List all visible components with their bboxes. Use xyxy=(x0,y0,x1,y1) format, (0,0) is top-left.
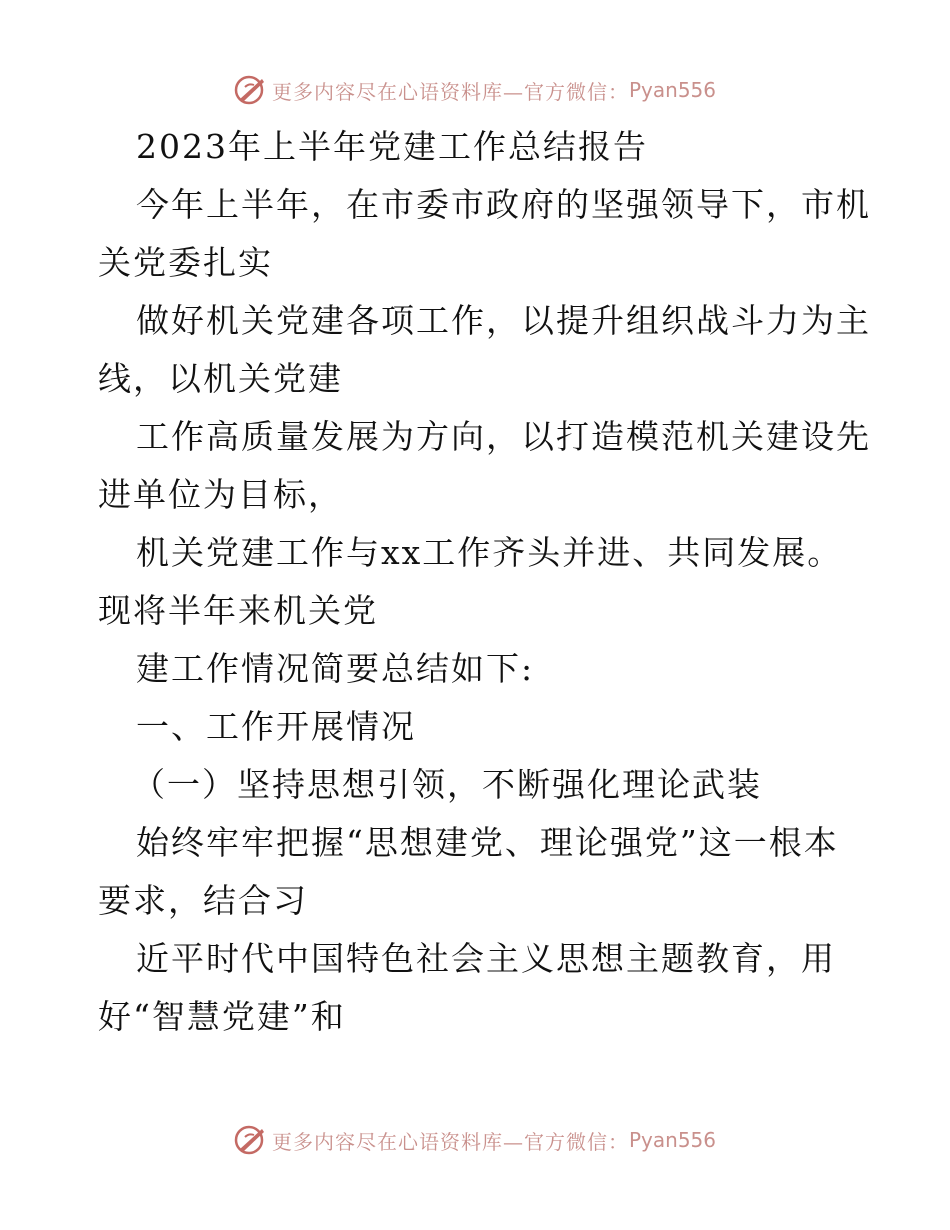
watermark-text: 更多内容尽在心语资料库—官方微信： xyxy=(271,79,629,104)
watermark-wechat-id: Pyan556 xyxy=(628,1128,716,1152)
quill-logo-icon xyxy=(234,73,268,107)
quill-logo-icon xyxy=(234,1123,268,1157)
paragraph-line: 今年上半年，在市委市政府的坚强领导下，市机 xyxy=(136,185,871,224)
paragraph-line: 线，以机关党建 xyxy=(98,359,343,398)
paragraph-line: 机关党建工作与xx工作齐头并进、共同发展。 xyxy=(136,533,843,572)
watermark-wechat-id: Pyan556 xyxy=(628,78,716,102)
paragraph-line: 现将半年来机关党 xyxy=(98,591,378,630)
paragraph-line: 进单位为目标， xyxy=(98,475,343,514)
paragraph-line: 近平时代中国特色社会主义思想主题教育，用 xyxy=(136,939,836,978)
footer-watermark xyxy=(0,1120,950,1160)
paragraph-line: 做好机关党建各项工作，以提升组织战斗力为主 xyxy=(136,301,871,340)
paragraph-line: 要求，结合习 xyxy=(98,881,308,920)
section-heading: 一、工作开展情况 xyxy=(136,707,416,746)
paragraph-line: 工作高质量发展为方向，以打造模范机关建设先 xyxy=(136,417,871,456)
subsection-heading: （一）坚持思想引领，不断强化理论武装 xyxy=(132,765,762,804)
paragraph-line: 建工作情况简要总结如下: xyxy=(136,649,535,688)
paragraph-line: 始终牢牢把握“思想建党、理论强党”这一根本 xyxy=(136,823,839,862)
document-body xyxy=(98,118,871,1046)
watermark-text: 更多内容尽在心语资料库—官方微信： xyxy=(271,1129,629,1154)
paragraph-line: 好“智慧党建”和 xyxy=(98,997,346,1036)
document-title: 2023年上半年党建工作总结报告 xyxy=(136,127,648,166)
header-watermark xyxy=(0,70,950,110)
paragraph-line: 关党委扎实 xyxy=(98,243,273,282)
